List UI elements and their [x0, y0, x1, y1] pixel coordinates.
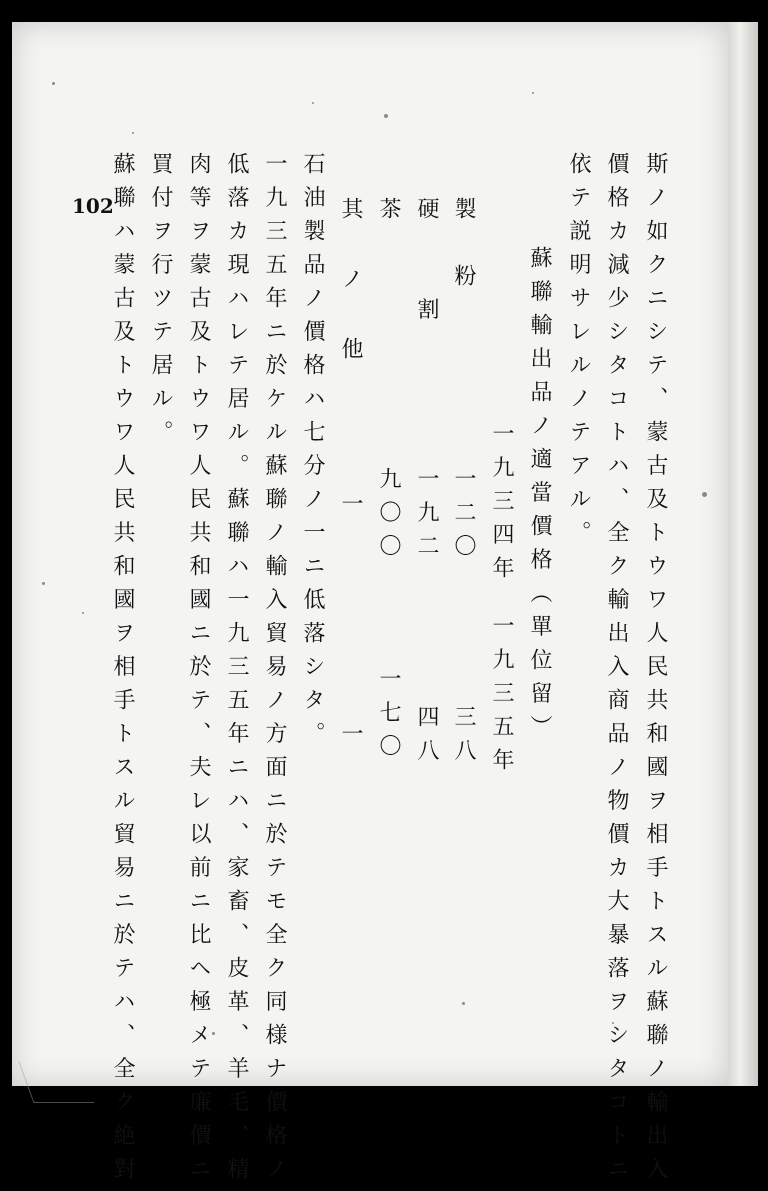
speckle	[82, 612, 84, 614]
speckle	[42, 582, 45, 585]
table-value-tea-1935: 一七〇	[376, 667, 401, 768]
table-row-label-hard: 硬 割	[414, 197, 439, 331]
speckle	[312, 102, 314, 104]
speckle	[212, 1032, 215, 1035]
text-column-15: 蘇聯ハ蒙古及トウワ人民共和國ヲ相手トスル貿易ニ於テハ、全ク絶對	[110, 152, 135, 1191]
table-value-flour-1935: 三八	[451, 705, 476, 772]
page-number: 102	[72, 194, 114, 218]
table-value-hard-1934: 一九二	[414, 467, 439, 568]
table-row-label-tea: 茶	[376, 197, 401, 231]
text-column-10: 石油製品ノ價格ハ七分ノ一ニ低落シタ。	[300, 152, 325, 755]
adjacent-page-edge	[728, 22, 758, 1086]
text-column-12: 低落カ現ハレテ居ル。蘇聯ハ一九三五年ニハ、家畜、皮革、羊毛、精	[224, 152, 249, 1191]
table-value-tea-1934: 九〇〇	[376, 467, 401, 568]
table-title: 蘇聯輸出品ノ適當價格（單位留）	[527, 246, 552, 749]
text-column-3: 依テ説明サレルノテアル。	[566, 152, 591, 554]
speckle	[462, 1002, 465, 1005]
table-value-flour-1934: 一二〇	[451, 467, 476, 568]
table-value-other-1935: 一	[338, 722, 363, 756]
table-row-label-flour: 製 粉	[451, 197, 476, 298]
table-value-other-1934: 一	[338, 492, 363, 526]
text-column-11: 一九三五年ニ於ケル蘇聯ノ輸入貿易ノ方面ニ於テモ全ク同様ナ價格ノ	[262, 152, 287, 1191]
text-column-2: 價格カ減少シタコトハ、全ク輸出入商品ノ物價カ大暴落ヲシタコトニ	[604, 152, 629, 1191]
speckle	[52, 82, 55, 85]
table-header-1934: 一九三四年	[489, 422, 514, 590]
book-page	[12, 22, 728, 1191]
text-column-14: 買付ヲ行ツテ居ル。	[148, 152, 173, 454]
speckle	[384, 114, 388, 118]
table-value-hard-1935: 四八	[414, 705, 439, 772]
table-header-1935: 一九三五年	[489, 614, 514, 782]
page-crease	[19, 1062, 95, 1103]
speckle	[702, 492, 707, 497]
speckle	[532, 92, 534, 94]
speckle	[132, 132, 134, 134]
table-row-label-other: 其ノ他	[338, 197, 363, 407]
text-column-1: 斯ノ如クニシテ、蒙古及トウワ人民共和國ヲ相手トスル蘇聯ノ輸出入	[643, 152, 668, 1191]
text-column-13: 肉等ヲ蒙古及トウワ人民共和國ニ於テ、夫レ以前ニ比ヘ極メテ廉價ニ	[186, 152, 211, 1191]
